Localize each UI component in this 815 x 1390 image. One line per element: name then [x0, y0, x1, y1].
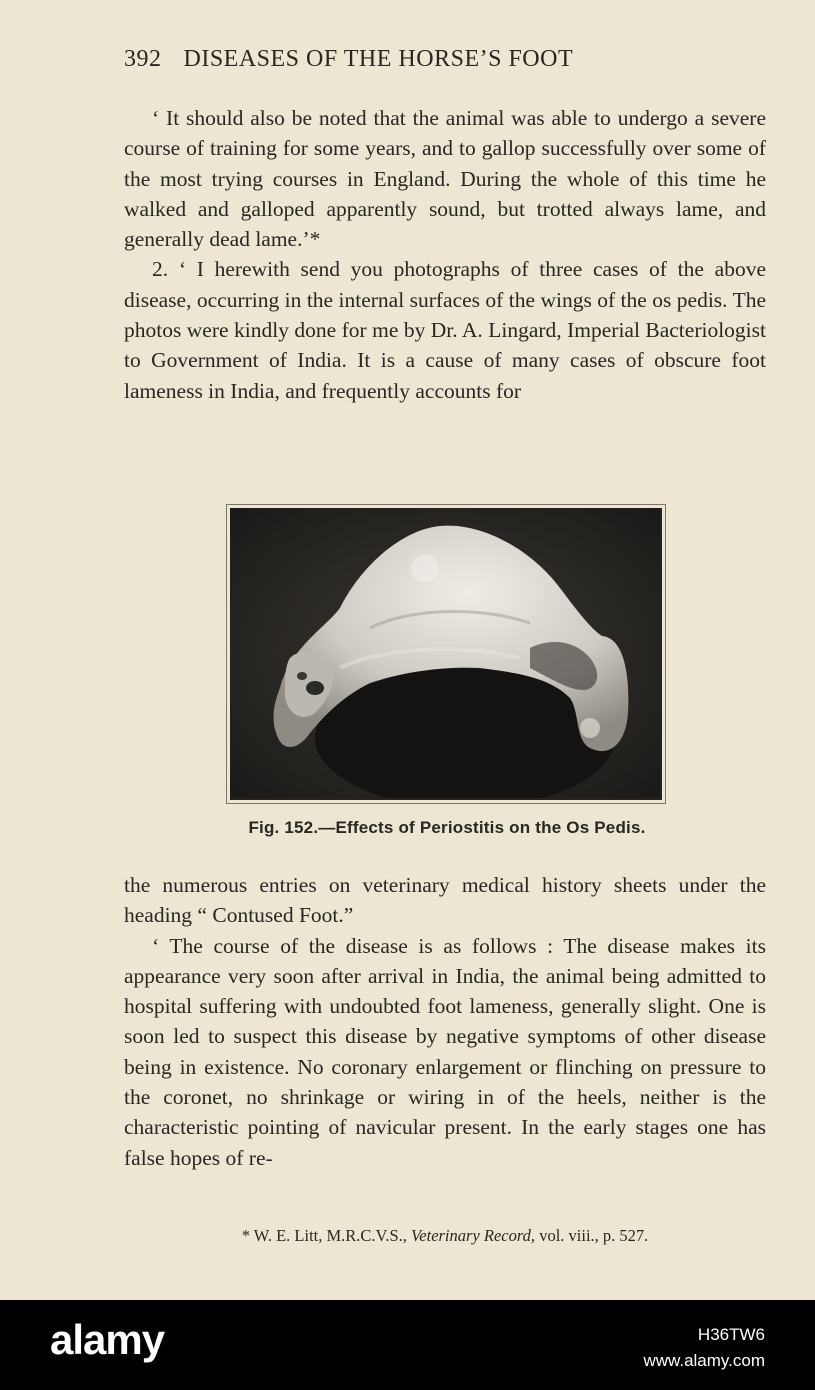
figure-photo-frame — [226, 504, 666, 804]
os-pedis-photograph — [230, 508, 662, 800]
paragraph-photographs: 2. ‘ I herewith send you photographs of three cases of the above disease, occurring in the internal surfaces of the wings of the os pedis. The photos were kindly done for me by Dr. A. Lingard, Imperial Bacteriologist to Government of India. It is a cause of many cases of obscure foot lameness in India, and frequently accounts for — [124, 257, 766, 403]
figure-caption: Fig. 152.—Effects of Periostitis on the Os Pedis. — [248, 818, 646, 837]
running-header — [124, 46, 684, 73]
page-number: 392 — [124, 46, 162, 72]
footnote-reference: vol. viii., p. 527. — [539, 1226, 649, 1245]
running-title: DISEASES OF THE HORSE’S FOOT — [183, 46, 574, 72]
footnote-author: * W. E. Litt, M.R.C.V.S., — [241, 1226, 407, 1245]
os-pedis-bone-illustration — [230, 508, 660, 798]
site-url: www.alamy.com — [643, 1351, 765, 1370]
footnote-journal: Veterinary Record, — [411, 1226, 536, 1245]
footnote — [124, 1226, 766, 1246]
body-text-bottom — [124, 870, 766, 1173]
paragraph-course-of-disease: ‘ The course of the disease is as follows : The disease makes its appearance very soon after arrival in India, the animal being admitted to hospital suffering with undoubted foot lameness, generally slight. One is soon led to suspect this disease by negative symptoms of other disease being in existence. No coronary enlargement or flinching on pressure to the coronet, no shrinkage or wiring in of the heels, neither is the characteristic pointing of navicular present. In the early stages one has false hopes of re- — [124, 933, 766, 1170]
alamy-logo: alamy — [50, 1316, 165, 1363]
body-text-top — [124, 103, 766, 406]
stock-image-id — [643, 1322, 765, 1374]
paragraph-contused-foot: the numerous entries on veterinary medical history sheets under the heading “ Contused Foot.” — [124, 873, 766, 928]
paragraph-quote-training: ‘ It should also be noted that the animal was able to undergo a severe course of training for some years, and to gallop successfully over some of the most trying courses in England. During the whole of this time he walked and galloped apparently sound, but trotted always lame, and generally dead lame.’* — [124, 106, 766, 252]
image-id-code: H36TW6 — [697, 1325, 765, 1344]
